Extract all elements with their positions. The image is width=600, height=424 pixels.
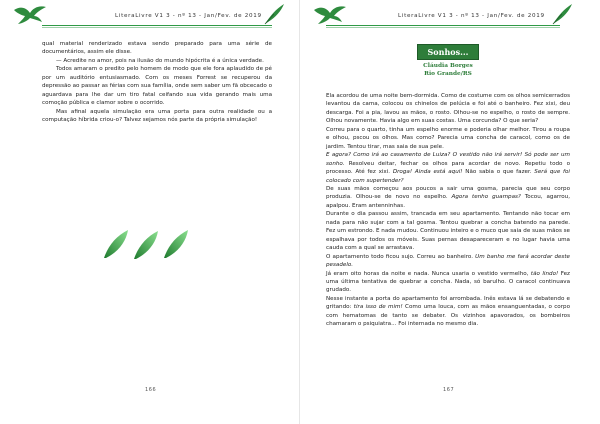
left-body-text bbox=[42, 40, 272, 125]
header-quill-icon bbox=[262, 2, 286, 26]
header-swallow-icon bbox=[12, 4, 48, 26]
story-paragraph bbox=[326, 210, 570, 252]
paragraph: — Acredite no amor, pois na ilusão do mundo hipócrita é a única verdade. bbox=[56, 57, 264, 64]
paragraph: Mas afinal aquela simulação era uma porta para outra realidade ou a computação híbrida criou-o? Talvez sejamos nós parte da própria simulação! bbox=[42, 108, 272, 124]
italic-text: Será que foi colocado com supertender? bbox=[326, 169, 570, 184]
story-paragraph bbox=[326, 92, 570, 126]
text-run: Tocou, agarrou, apalpou. Eram antenninhas. bbox=[326, 194, 570, 209]
italic-text: tão lindo! bbox=[530, 270, 559, 277]
page-number: 167 bbox=[443, 387, 455, 393]
header-swallow-icon bbox=[312, 4, 348, 26]
italic-text: Um banho me fará acordar deste pesadelo. bbox=[326, 253, 570, 269]
story-paragraph bbox=[326, 270, 570, 295]
story-paragraph bbox=[326, 151, 570, 185]
text-run: De suas mãos começou aos poucos a sair uma gosma, parecia que seu corpo produzia. Olhou-se de novo no espelho. bbox=[326, 185, 570, 201]
feather-icon bbox=[104, 230, 128, 258]
text-run: Como uma louca, com as mãos ensanguentadas, o corpo com hematomas de tanto se debater. Os vizinhos apavorados, os bombeiros chamaram o psiquiatra... Foi internada no mesmo dia. bbox=[326, 304, 571, 328]
story-paragraph bbox=[326, 253, 570, 270]
italic-text: Droga! Ainda está aqui! bbox=[392, 169, 463, 176]
paragraph: qual material renderizado estava sendo preparado para uma série de documentários, assim ele disse. bbox=[42, 41, 272, 56]
text-run: Durante o dia passou assim, trancada em seu apartamento. Tentando não tocar em nada para não sujar com a tal gosma. Tentou quebrar a concha batendo na parede. Fez um estrondo. E nada mudou. Continuou inteiro e o muco que saia de suas mãos se espalhava por todos os móveis. Suas pernas desapareceram e no lugar havia uma cauda com a qual se arrastava. bbox=[326, 211, 571, 252]
text-run: O apartamento todo ficou sujo. Correu ao banheiro. bbox=[326, 253, 476, 260]
story-paragraph bbox=[326, 185, 570, 210]
header-quill-icon bbox=[550, 2, 574, 26]
story-title: Sonhos... bbox=[417, 44, 479, 60]
text-run: Resolveu deitar, fechar os olhos para acordar de novo. Repetiu todo o processo. Até fez xixi. bbox=[326, 160, 570, 176]
paragraph: Todos amaram o predito pelo homem de modo que ele fora aplaudido de pé por um auditório entusiasmado. Com os meses Forrest se recuperou da depressão ao passar as férias com sua família, onde sem saber um fã obcecado o aguardava para lhe dar um tiro fatal ceifando sua vida gerando mais uma comoção pública e clamor sobre o ocorrido. bbox=[42, 66, 272, 107]
author-name: Cláudia Borges bbox=[423, 63, 473, 69]
header-text: LiteraLivre V1 3 - nº 13 - Jan/Fev. de 2019 bbox=[115, 13, 262, 19]
header-rule bbox=[326, 25, 560, 26]
story-paragraph bbox=[326, 126, 570, 151]
italic-text: tira isso de mim! bbox=[353, 304, 403, 311]
story-paragraph bbox=[326, 295, 570, 329]
header-text: LiteraLivre V1 3 - nº 13 - Jan/Fev. de 2019 bbox=[398, 13, 545, 19]
header-rule bbox=[42, 25, 272, 26]
right-page bbox=[300, 0, 600, 424]
text-run: Correu para o quarto, tinha um espelho enorme e poderia olhar melhor. Tirou a roupa e olhou, pscou os olhos. Mas como? Parecia uma concha de caracol, como os de jardim. Tentou tirar, mas saia de sua pele. bbox=[326, 126, 570, 150]
text-run: Ela acordou de uma noite bem-dormida. Como de costume com os olhos semicerrados levantou da cama, colocou os chinelos de pelúcia e foi até o banheiro. Fez xixi, deu descarga. Foi a pia, lavou as mãos, o rosto. Olhou-se no espelho, o rosto de sempre. Olhou novamente. Havia algo em suas costas. Uma corcunda? O que seria? bbox=[326, 93, 570, 125]
right-body-text bbox=[326, 92, 570, 329]
feather-icon bbox=[134, 231, 158, 259]
italic-text: E agora? Como irá ao casamento de Luiza? O vestido não irá servir! Só pode ser um sonho. bbox=[326, 152, 570, 167]
text-run: Fez uma última tentativa de quebrar a concha. Nada, só barulho. O caracol continuava grudado. bbox=[326, 270, 570, 294]
header-rule-light bbox=[42, 27, 272, 28]
italic-text: Agora tenho guampas? bbox=[451, 194, 521, 201]
page-number: 166 bbox=[145, 387, 157, 393]
header-rule-light bbox=[326, 27, 560, 28]
feather-quills-illustration bbox=[100, 222, 190, 262]
author-location: Rio Grande/RS bbox=[424, 71, 472, 77]
text-run: Não sabia o que fazer. bbox=[462, 169, 535, 176]
feather-icon bbox=[164, 230, 188, 258]
text-run: Já eram oito horas da noite e nada. Nunca usaria o vestido vermelho, bbox=[326, 270, 531, 277]
text-run: Nesse instante a porta do apartamento foi arrombada. Inês estava lá se debatendo e gritando: bbox=[326, 295, 570, 311]
